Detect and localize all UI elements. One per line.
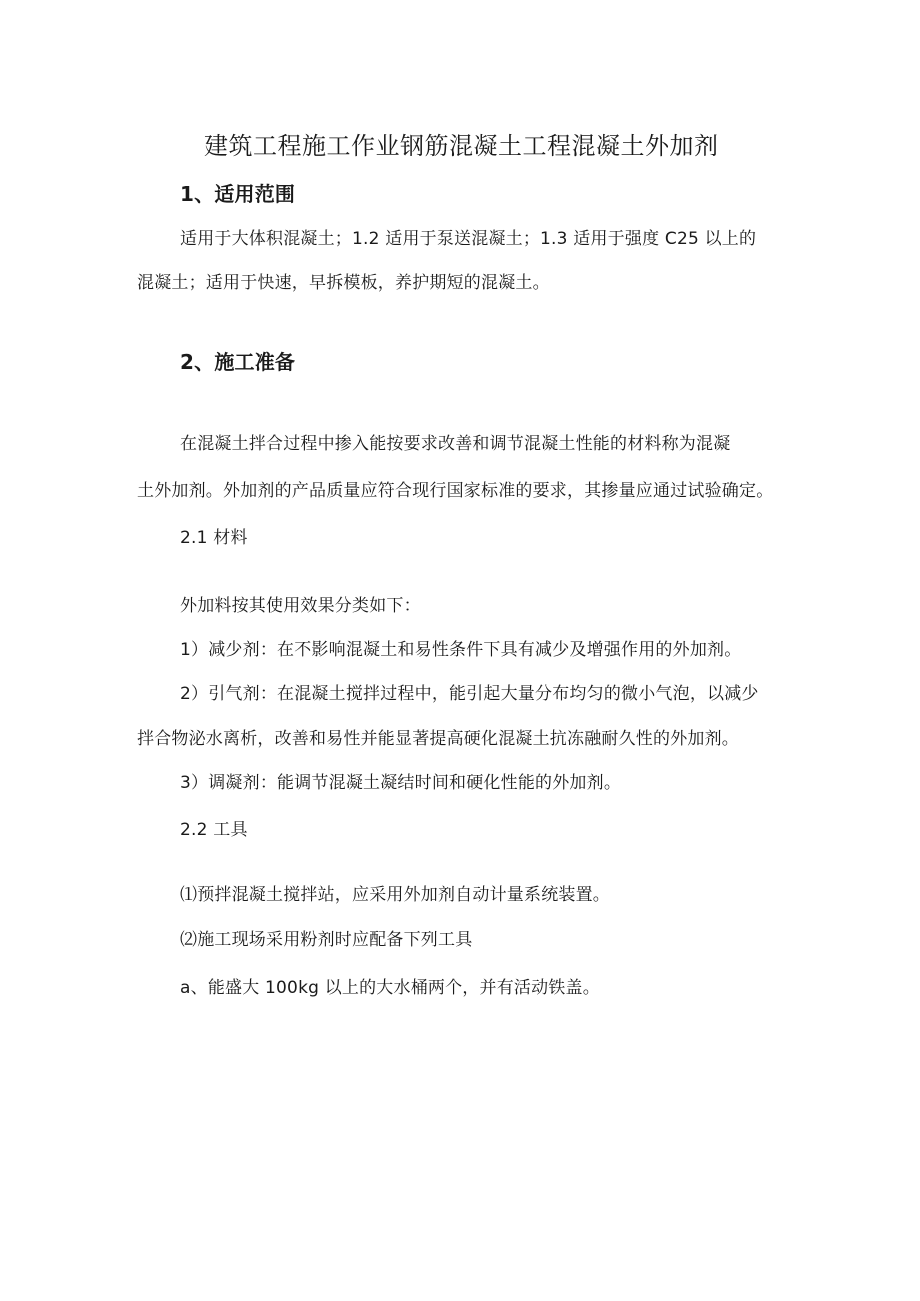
section-1-line-1: 适用于大体积混凝土；1.2 适用于泵送混凝土；1.3 适用于强度 C25 以上的 [180, 229, 757, 249]
document-title: 建筑工程施工作业钢筋混凝土工程混凝土外加剂 [204, 132, 719, 160]
tools-item-2: ⑵施工现场采用粉剂时应配备下列工具 [180, 930, 473, 950]
materials-item-2: 2）引气剂：在混凝土搅拌过程中，能引起大量分布均匀的微小气泡，以减少 [180, 684, 759, 704]
materials-heading: 2.1 材料 [180, 528, 248, 548]
section-2-line-2: 土外加剂。外加剂的产品质量应符合现行国家标准的要求，其掺量应通过试验确定。 [137, 481, 774, 501]
section-1-line-2: 混凝土；适用于快速，早拆模板，养护期短的混凝土。 [137, 273, 550, 293]
section-2-heading: 2、施工准备 [180, 350, 296, 374]
materials-intro: 外加料按其使用效果分类如下： [180, 596, 421, 616]
section-1-heading: 1、适用范围 [180, 182, 296, 206]
tools-item-1: ⑴预拌混凝土搅拌站，应采用外加剂自动计量系统装置。 [180, 885, 610, 905]
tools-item-a: a、能盛大 100kg 以上的大水桶两个，并有活动铁盖。 [180, 978, 600, 998]
tools-heading: 2.2 工具 [180, 820, 248, 840]
materials-item-3: 3）调凝剂：能调节混凝土凝结时间和硬化性能的外加剂。 [180, 773, 622, 793]
section-2-line-1: 在混凝土拌合过程中掺入能按要求改善和调节混凝土性能的材料称为混凝 [180, 434, 731, 454]
materials-item-2-continued: 拌合物泌水离析，改善和易性并能显著提高硬化混凝土抗冻融耐久性的外加剂。 [137, 729, 739, 749]
materials-item-1: 1）减少剂：在不影响混凝土和易性条件下具有减少及增强作用的外加剂。 [180, 640, 742, 660]
